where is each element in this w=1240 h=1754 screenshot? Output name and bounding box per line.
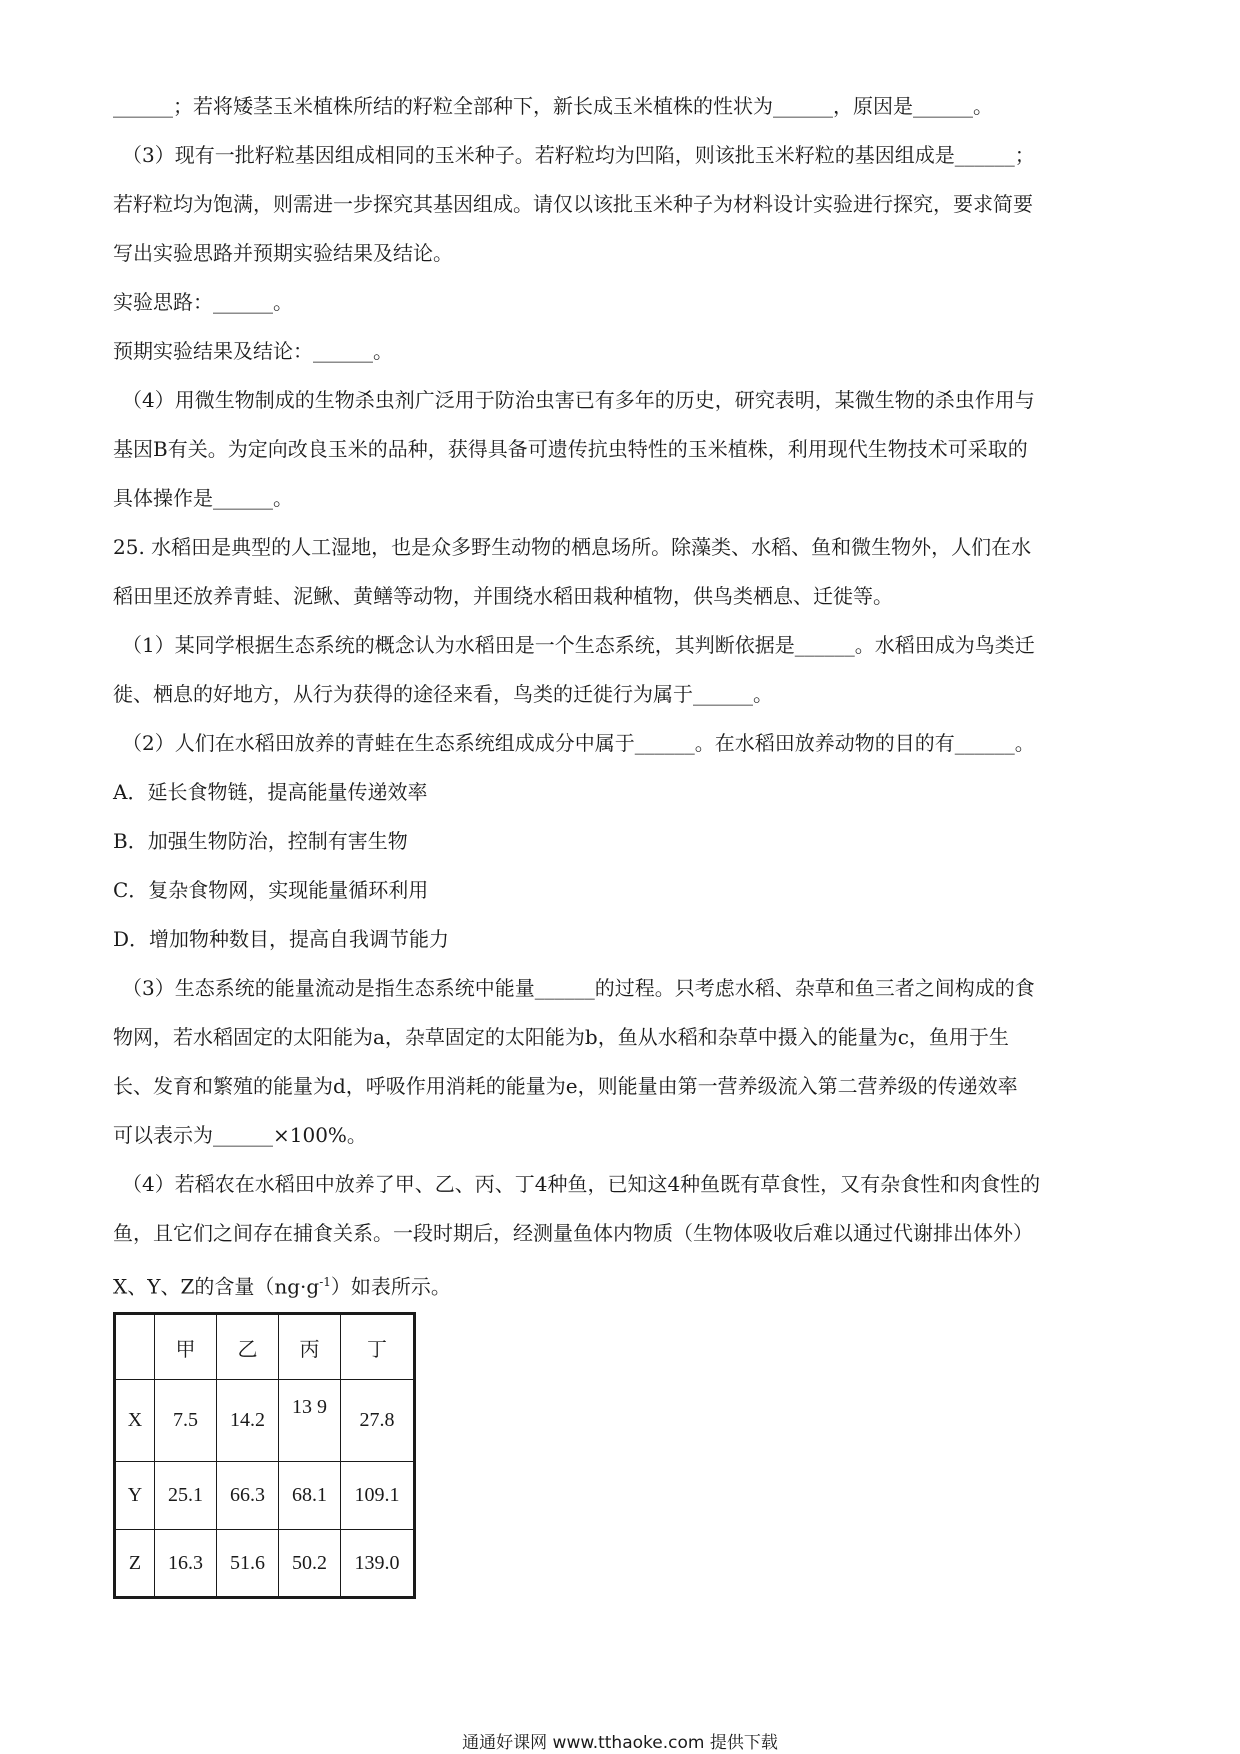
text-line bbox=[113, 1268, 451, 1301]
table-cell: 109.1 bbox=[341, 1462, 415, 1530]
option-b: B．加强生物防治，控制有害生物 bbox=[113, 829, 408, 853]
data-table bbox=[113, 1312, 416, 1599]
text-line: （2）人们在水稻田放养的青蛙在生态系统组成成分中属于______。在水稻田放养动物的目的有______。 bbox=[122, 731, 1035, 755]
text-line: 物网，若水稻固定的太阳能为a，杂草固定的太阳能为b，鱼从水稻和杂草中摄入的能量为c，鱼用于生 bbox=[113, 1025, 1009, 1049]
table-cell: 7.5 bbox=[155, 1380, 217, 1462]
text-line: 徙、栖息的好地方，从行为获得的途径来看，鸟类的迁徙行为属于______。 bbox=[113, 682, 773, 706]
text-line: （4）用微生物制成的生物杀虫剂广泛用于防治虫害已有多年的历史，研究表明，某微生物的杀虫作用与 bbox=[122, 388, 1035, 412]
text-line: 具体操作是______。 bbox=[113, 486, 293, 510]
text-line: 可以表示为______×100%。 bbox=[113, 1123, 367, 1147]
table-header-cell: 甲 bbox=[155, 1314, 217, 1380]
table-header-cell: 丁 bbox=[341, 1314, 415, 1380]
text-line: 稻田里还放养青蛙、泥鳅、黄鳝等动物，并围绕水稻田栽种植物，供鸟类栖息、迁徙等。 bbox=[113, 584, 893, 608]
text-line: 预期实验结果及结论：______。 bbox=[113, 339, 393, 363]
table-cell: 139.0 bbox=[341, 1530, 415, 1598]
table-cell: 25.1 bbox=[155, 1462, 217, 1530]
table-cell: 27.8 bbox=[341, 1380, 415, 1462]
table-cell: 68.1 bbox=[279, 1462, 341, 1530]
page-footer: 通通好课网 www.tthaoke.com 提供下载 bbox=[462, 1733, 778, 1753]
table-cell: 50.2 bbox=[279, 1530, 341, 1598]
superscript: -1 bbox=[319, 1275, 331, 1289]
table-header-cell: 丙 bbox=[279, 1314, 341, 1380]
text-span: ）如表所示。 bbox=[330, 1274, 451, 1299]
option-d: D．增加物种数目，提高自我调节能力 bbox=[113, 927, 450, 951]
table-cell: 51.6 bbox=[217, 1530, 279, 1598]
question-25-line: 25. 水稻田是典型的人工湿地，也是众多野生动物的栖息场所。除藻类、水稻、鱼和微生物外，人们在水 bbox=[113, 535, 1032, 559]
text-line: ______；若将矮茎玉米植株所结的籽粒全部种下，新长成玉米植株的性状为______，原因是______。 bbox=[113, 94, 993, 118]
text-line: 基因B有关。为定向改良玉米的品种，获得具备可遗传抗虫特性的玉米植株，利用现代生物技术可采取的 bbox=[113, 437, 1028, 461]
text-line: （1）某同学根据生态系统的概念认为水稻田是一个生态系统，其判断依据是______。水稻田成为鸟类迁 bbox=[122, 633, 1035, 657]
text-span: X、Y、Z的含量（ng·g bbox=[113, 1274, 320, 1299]
text-line: 写出实验思路并预期实验结果及结论。 bbox=[113, 241, 453, 265]
table-cell: 14.2 bbox=[217, 1380, 279, 1462]
table-row-label: Z bbox=[115, 1530, 155, 1598]
table-cell: 66.3 bbox=[217, 1462, 279, 1530]
table-header-cell: 乙 bbox=[217, 1314, 279, 1380]
table-row-label: X bbox=[115, 1380, 155, 1462]
table-row bbox=[115, 1530, 415, 1598]
option-a: A．延长食物链，提高能量传递效率 bbox=[113, 780, 428, 804]
table-header-cell bbox=[115, 1314, 155, 1380]
table-cell: 13 9 bbox=[279, 1380, 341, 1462]
text-line: 鱼，且它们之间存在捕食关系。一段时期后，经测量鱼体内物质（生物体吸收后难以通过代谢排出体外） bbox=[113, 1221, 1033, 1245]
text-line: （3）现有一批籽粒基因组成相同的玉米种子。若籽粒均为凹陷，则该批玉米籽粒的基因组成是______； bbox=[122, 143, 1035, 167]
table-cell: 16.3 bbox=[155, 1530, 217, 1598]
table-header-row bbox=[115, 1314, 415, 1380]
text-line: （4）若稻农在水稻田中放养了甲、乙、丙、丁4种鱼，已知这4种鱼既有草食性，又有杂食性和肉食性的 bbox=[122, 1172, 1041, 1196]
text-line: （3）生态系统的能量流动是指生态系统中能量______的过程。只考虑水稻、杂草和鱼三者之间构成的食 bbox=[122, 976, 1035, 1000]
table-row-label: Y bbox=[115, 1462, 155, 1530]
text-line: 长、发育和繁殖的能量为d，呼吸作用消耗的能量为e，则能量由第一营养级流入第二营养级的传递效率 bbox=[113, 1074, 1018, 1098]
table-row bbox=[115, 1380, 415, 1462]
text-line: 实验思路：______。 bbox=[113, 290, 293, 314]
table-row bbox=[115, 1462, 415, 1530]
option-c: C．复杂食物网，实现能量循环利用 bbox=[113, 878, 429, 902]
text-line: 若籽粒均为饱满，则需进一步探究其基因组成。请仅以该批玉米种子为材料设计实验进行探究，要求简要 bbox=[113, 192, 1033, 216]
